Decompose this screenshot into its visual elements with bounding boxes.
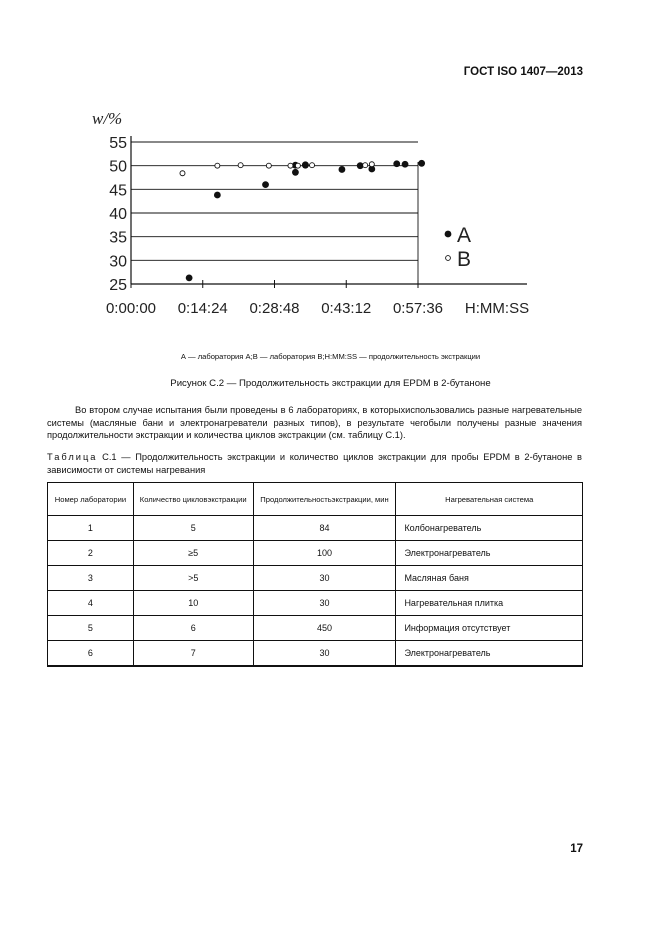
y-tick-label: 50 bbox=[109, 158, 127, 176]
data-point-b bbox=[363, 163, 368, 168]
body-paragraph: Во втором случае испытания были проведены в 6 лабораториях, в которыхиспользовались разные нагревательные системы (масляные бани и электронагреватели разных типов), в результате чегобыли получены разные значения продолжительности экстракции и количества циклов экстракции (см. таблицу С.1). bbox=[47, 405, 582, 441]
cell-lab: 5 bbox=[48, 616, 134, 641]
data-point-a bbox=[292, 169, 299, 176]
cell-lab: 1 bbox=[48, 516, 134, 541]
cell-lab: 6 bbox=[48, 641, 134, 667]
data-point-a bbox=[418, 160, 425, 167]
figure-legend-text: А — лаборатория А;В — лаборатория В;H:MM:SS — продолжительность экстракции bbox=[180, 352, 481, 361]
cell-duration: 30 bbox=[253, 591, 396, 616]
data-point-b bbox=[266, 163, 271, 168]
cell-duration: 100 bbox=[253, 541, 396, 566]
table-row bbox=[48, 641, 583, 667]
cell-system: Электронагреватель bbox=[396, 541, 583, 566]
x-tick-label: 0:57:36 bbox=[392, 300, 444, 317]
cell-duration: 30 bbox=[253, 641, 396, 667]
legend-marker-b bbox=[446, 256, 451, 261]
table-header-row bbox=[48, 483, 583, 516]
cell-system: Масляная баня bbox=[396, 566, 583, 591]
legend-label: B bbox=[457, 248, 472, 271]
x-tick-label: 0:14:24 bbox=[177, 300, 228, 317]
cell-system: Колбонагреватель bbox=[396, 516, 583, 541]
figure-caption: Рисунок С.2 — Продолжительность экстракции для EPDM в 2-бутаноне bbox=[170, 378, 491, 389]
y-tick-label: 40 bbox=[109, 206, 127, 223]
table-title-text: С.1 — Продолжительность экстракции и количество циклов экстракции для пробы EPDM в 2-бутаноне в зависимости от системы нагревания bbox=[47, 452, 582, 475]
cell-duration: 84 bbox=[253, 516, 396, 541]
header-heating-system: Нагревательная система bbox=[396, 483, 583, 516]
header-lab-number: Номер лаборатории bbox=[48, 483, 134, 516]
table-row bbox=[48, 566, 583, 591]
legend-label: A bbox=[457, 224, 472, 247]
y-tick-label: 25 bbox=[109, 277, 127, 294]
x-tick-label: 0:00:00 bbox=[105, 300, 157, 317]
legend-marker-a bbox=[445, 231, 452, 238]
data-point-b bbox=[238, 163, 243, 168]
cell-cycles: >5 bbox=[133, 566, 253, 591]
y-tick-label: 55 bbox=[109, 135, 127, 152]
data-point-a bbox=[214, 192, 221, 199]
x-tick-label: 0:28:48 bbox=[249, 300, 300, 317]
data-point-a bbox=[186, 274, 193, 281]
data-point-b bbox=[180, 171, 185, 176]
cell-cycles: 7 bbox=[133, 641, 253, 667]
data-point-b bbox=[288, 163, 293, 168]
cell-cycles: 5 bbox=[133, 516, 253, 541]
table-row bbox=[48, 516, 583, 541]
x-axis-label: H:MM:SS bbox=[464, 300, 530, 317]
x-tick-label: 0:43:12 bbox=[321, 300, 372, 317]
data-point-b bbox=[295, 163, 300, 168]
cell-duration: 450 bbox=[253, 616, 396, 641]
cell-system: Нагревательная плитка bbox=[396, 591, 583, 616]
cell-system: Электронагреватель bbox=[396, 641, 583, 667]
y-tick-label: 30 bbox=[109, 253, 127, 271]
data-point-a bbox=[339, 166, 346, 173]
cell-duration: 30 bbox=[253, 566, 396, 591]
document-standard-number: ГОСТ ISO 1407—2013 bbox=[463, 66, 583, 78]
y-tick-label: 45 bbox=[109, 182, 127, 200]
cell-lab: 3 bbox=[48, 566, 134, 591]
data-point-a bbox=[302, 161, 309, 168]
data-point-a bbox=[393, 160, 400, 167]
cell-cycles: 10 bbox=[133, 591, 253, 616]
table-row bbox=[48, 541, 583, 566]
y-axis-label: w/% bbox=[92, 109, 123, 128]
data-point-b bbox=[310, 163, 315, 168]
data-point-a bbox=[262, 181, 269, 188]
extraction-table bbox=[47, 482, 583, 667]
header-cycle-count: Количество цикловэкстракции bbox=[133, 483, 253, 516]
extraction-duration-chart bbox=[0, 0, 661, 330]
cell-cycles: 6 bbox=[133, 616, 253, 641]
data-point-b bbox=[369, 162, 374, 167]
table-row bbox=[48, 591, 583, 616]
page-number: 17 bbox=[570, 843, 583, 855]
data-point-a bbox=[402, 161, 409, 168]
table-row bbox=[48, 616, 583, 641]
header-duration: Продолжительностьэкстракции, мин bbox=[253, 483, 396, 516]
data-point-b bbox=[215, 163, 220, 168]
table-title-prefix: Таблица bbox=[47, 452, 98, 462]
cell-lab: 4 bbox=[48, 591, 134, 616]
cell-cycles: ≥5 bbox=[133, 541, 253, 566]
cell-lab: 2 bbox=[48, 541, 134, 566]
y-tick-label: 35 bbox=[109, 229, 127, 247]
table-title bbox=[47, 451, 582, 476]
cell-system: Информация отсутствует bbox=[396, 616, 583, 641]
